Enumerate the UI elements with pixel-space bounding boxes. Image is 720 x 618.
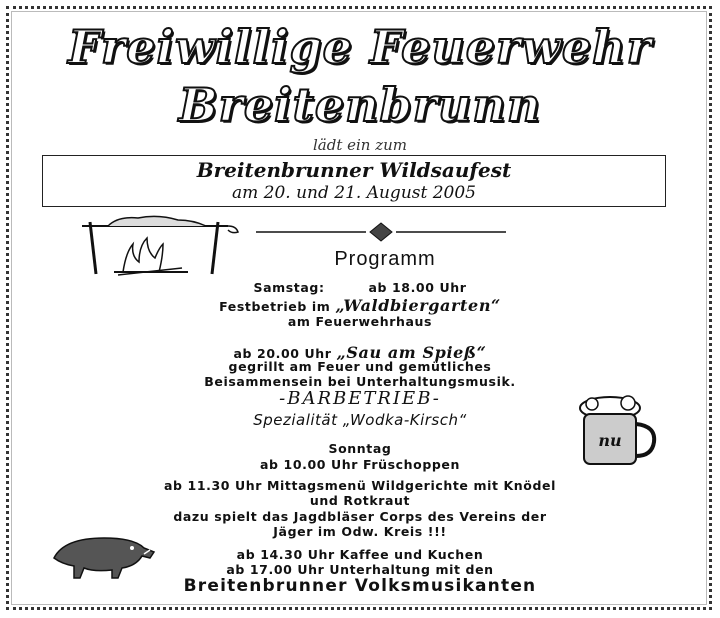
festbetrieb-text: Festbetrieb im xyxy=(219,299,336,314)
evening-time: ab 20.00 Uhr xyxy=(233,346,337,361)
saturday-line xyxy=(0,280,720,295)
festbetrieb-line xyxy=(0,296,720,315)
sunday-label: Sonntag xyxy=(328,441,392,456)
sunday-line-3: und Rotkraut xyxy=(309,493,411,508)
sunday-line-5: Jäger im Odw. Kreis !!! xyxy=(273,524,447,539)
sunday-line-2: ab 11.30 Uhr Mittagsmenü Wildgerichte mit Knödel xyxy=(164,478,556,493)
special-text: Spezialität „Wodka-Kirsch“ xyxy=(253,411,467,429)
closing-band-name: Breitenbrunner Volksmusikanten xyxy=(183,576,537,596)
sunday-line-1: ab 10.00 Uhr Früschoppen xyxy=(259,457,460,472)
saturday-label: Samstag: xyxy=(253,280,325,295)
saturday-time: ab 18.00 Uhr xyxy=(368,280,467,295)
sunday-line-6: ab 14.30 Uhr Kaffee und Kuchen xyxy=(236,547,484,562)
event-name: Breitenbrunner Wildsaufest xyxy=(196,158,512,182)
title-line-2: Breitenbrunn xyxy=(178,78,542,132)
title-line-1: Freiwillige Feuerwehr xyxy=(68,20,652,74)
evening-line-3: Beisammensein bei Unterhaltungsmusik. xyxy=(204,374,516,389)
svg-text:nu: nu xyxy=(598,431,622,450)
diamond-divider xyxy=(256,220,506,244)
sunday-line-4: dazu spielt das Jagdbläser Corps des Vereins der xyxy=(173,509,547,524)
barbetrieb-title: -BARBETRIEB- xyxy=(279,388,441,409)
evening-line-2: gegrillt am Feuer und gemütliches xyxy=(228,359,492,374)
sau-am-spiess-text: „Sau am Spieß“ xyxy=(336,343,487,362)
event-box xyxy=(42,155,666,207)
waldbiergarten-text: „Waldbiergarten“ xyxy=(335,296,501,315)
event-date: am 20. und 21. August 2005 xyxy=(231,183,476,203)
invite-text: lädt ein zum xyxy=(312,136,408,154)
feuerwehrhaus-line: am Feuerwehrhaus xyxy=(287,314,433,329)
program-heading: Programm xyxy=(334,248,436,270)
roast-spit-icon xyxy=(78,212,243,278)
sunday-line-7: ab 17.00 Uhr Unterhaltung mit den xyxy=(226,562,494,577)
